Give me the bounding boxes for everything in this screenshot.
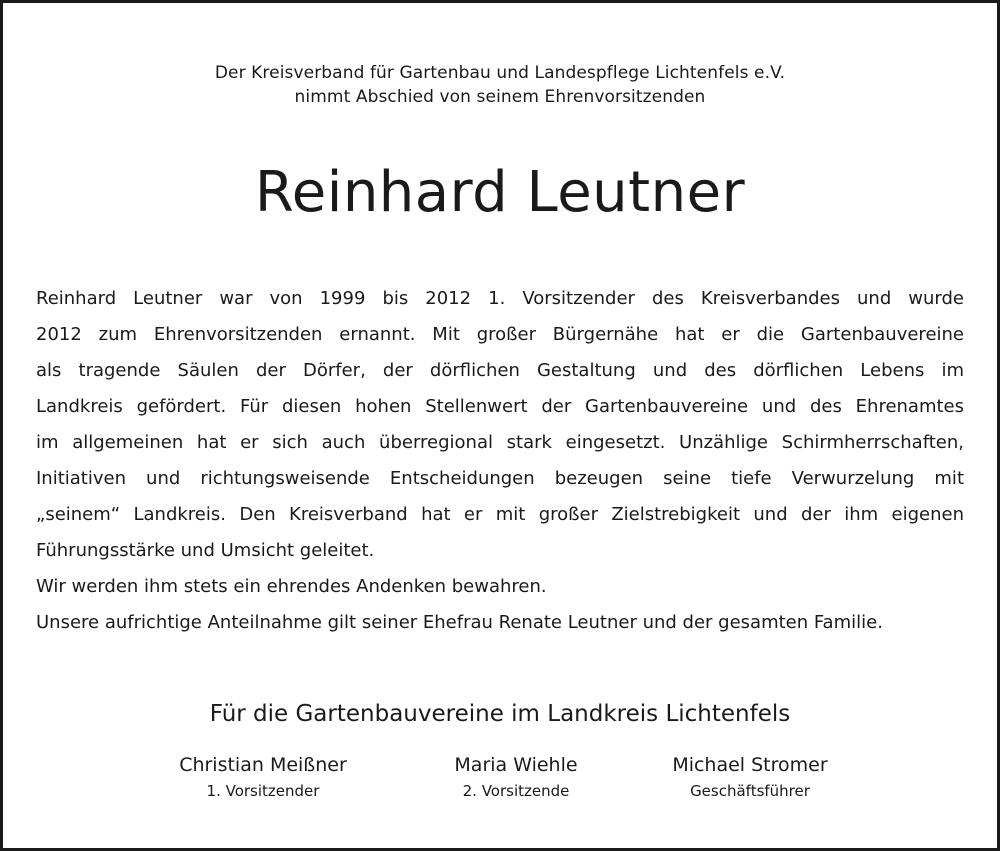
- intro-line-1: Der Kreisverband für Gartenbau und Landespflege Lichtenfels e.V.: [214, 63, 786, 83]
- footer-heading: Für die Gartenbauvereine im Landkreis Lichtenfels: [209, 701, 791, 727]
- signatory-name: Michael Stromer: [672, 754, 828, 776]
- signatory: [133, 751, 393, 803]
- signatory-role: 1. Vorsitzender: [206, 782, 320, 800]
- body-text: [36, 281, 964, 641]
- body-line: Unsere aufrichtige Anteilnahme gilt seiner Ehefrau Renate Leutner und der gesamten Familie.: [36, 612, 883, 633]
- body-line: 2012 zum Ehrenvorsitzenden ernannt. Mit großer Bürgernähe hat er die Gartenbauvereine: [36, 324, 964, 345]
- intro-text: [3, 61, 997, 109]
- body-line: als tragende Säulen der Dörfer, der dörflichen Gestaltung und des dörflichen Lebens im: [36, 360, 964, 381]
- signatory: [620, 751, 880, 803]
- signatory-name: Christian Meißner: [179, 754, 347, 776]
- body-line: Initiativen und richtungsweisende Entscheidungen bezeugen seine tiefe Verwurzelung mit: [36, 468, 964, 489]
- signatory: [386, 751, 646, 803]
- signatory-name: Maria Wiehle: [454, 754, 578, 776]
- deceased-name: Reinhard Leutner: [254, 160, 746, 225]
- body-line: Führungsstärke und Umsicht geleitet.: [36, 540, 375, 561]
- body-line: Reinhard Leutner war von 1999 bis 2012 1. Vorsitzender des Kreisverbandes und wurde: [36, 288, 964, 309]
- body-line: Landkreis gefördert. Für diesen hohen Stellenwert der Gartenbauvereine und des Ehrenamtes: [36, 396, 964, 417]
- body-line: im allgemeinen hat er sich auch überregional stark eingesetzt. Unzählige Schirmherrschaften,: [36, 432, 964, 453]
- body-line: Wir werden ihm stets ein ehrendes Andenken bewahren.: [36, 576, 547, 597]
- body-line: „seinem“ Landkreis. Den Kreisverband hat er mit großer Zielstrebigkeit und der ihm eigenen: [36, 504, 964, 525]
- intro-line-2: nimmt Abschied von seinem Ehrenvorsitzenden: [294, 87, 706, 107]
- signatory-role: Geschäftsführer: [690, 782, 810, 800]
- signatory-role: 2. Vorsitzende: [462, 782, 570, 800]
